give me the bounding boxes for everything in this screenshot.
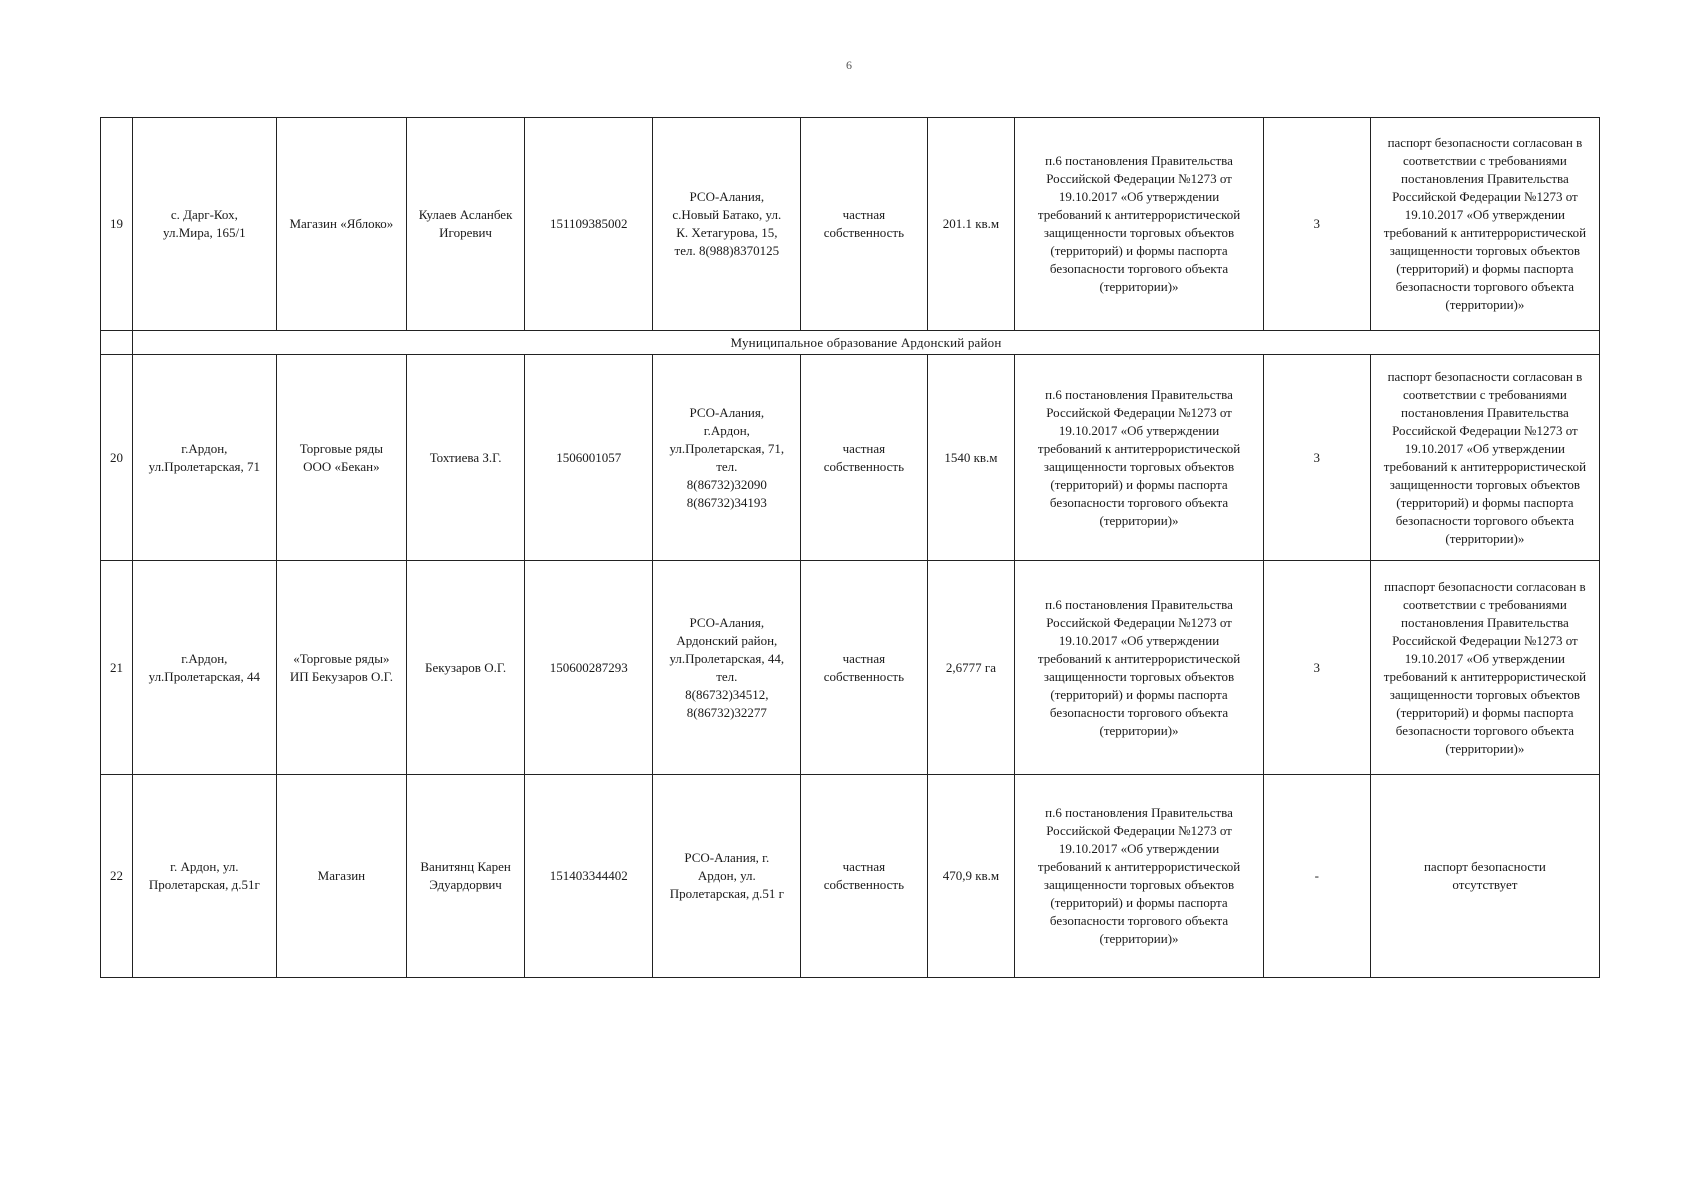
passport-status: ппаспорт безопасности согласован в соответствии с требованиями постановления Правительства Российской Федерации №1273 от 19.10.2017 «Об утверждении требований к антитеррористической защищенности торговых объектов (территорий) и формы паспорта безопасности торгового объекта (территории)» bbox=[1370, 561, 1599, 775]
retail-objects-table bbox=[100, 117, 1600, 978]
passport-status: паспорт безопасности согласован в соответствии с требованиями постановления Правительства Российской Федерации №1273 от 19.10.2017 «Об утверждении требований к антитеррористической защищенности торговых объектов (территорий) и формы паспорта безопасности торгового объекта (территории)» bbox=[1370, 355, 1599, 561]
category: 3 bbox=[1263, 355, 1370, 561]
owner-name: Кулаев Асланбек Игоревич bbox=[407, 118, 525, 331]
object-address: г.Ардон, ул.Пролетарская, 71 bbox=[133, 355, 276, 561]
row-number: 20 bbox=[101, 355, 133, 561]
table-row bbox=[101, 355, 1600, 561]
row-number: 19 bbox=[101, 118, 133, 331]
area: 201.1 кв.м bbox=[927, 118, 1015, 331]
contacts: РСО-Алания, Ардонский район, ул.Пролетарская, 44, тел. 8(86732)34512, 8(86732)32277 bbox=[653, 561, 801, 775]
ownership-type: частная собственность bbox=[801, 118, 927, 331]
contacts: РСО-Алания, г. Ардон, ул. Пролетарская, д.51 г bbox=[653, 775, 801, 978]
legal-basis: п.6 постановления Правительства Российской Федерации №1273 от 19.10.2017 «Об утверждении требований к антитеррористической защищенности торговых объектов (территорий) и формы паспорта безопасности торгового объекта (территории)» bbox=[1015, 118, 1263, 331]
table-row bbox=[101, 561, 1600, 775]
object-name: «Торговые ряды» ИП Бекузаров О.Г. bbox=[276, 561, 407, 775]
contacts: РСО-Алания, с.Новый Батако, ул. К. Хетагурова, 15, тел. 8(988)8370125 bbox=[653, 118, 801, 331]
category: 3 bbox=[1263, 561, 1370, 775]
inn: 1506001057 bbox=[524, 355, 652, 561]
object-address: с. Дарг-Кох, ул.Мира, 165/1 bbox=[133, 118, 276, 331]
contacts: РСО-Алания, г.Ардон, ул.Пролетарская, 71, тел. 8(86732)32090 8(86732)34193 bbox=[653, 355, 801, 561]
passport-status: паспорт безопасности отсутствует bbox=[1370, 775, 1599, 978]
object-name: Торговые ряды ООО «Бекан» bbox=[276, 355, 407, 561]
ownership-type: частная собственность bbox=[801, 561, 927, 775]
owner-name: Ванитянц Карен Эдуардорвич bbox=[407, 775, 525, 978]
legal-basis: п.6 постановления Правительства Российской Федерации №1273 от 19.10.2017 «Об утверждении требований к антитеррористической защищенности торговых объектов (территорий) и формы паспорта безопасности торгового объекта (территории)» bbox=[1015, 561, 1263, 775]
category: - bbox=[1263, 775, 1370, 978]
owner-name: Тохтиева З.Г. bbox=[407, 355, 525, 561]
object-address: г.Ардон, ул.Пролетарская, 44 bbox=[133, 561, 276, 775]
object-name: Магазин bbox=[276, 775, 407, 978]
row-number: 21 bbox=[101, 561, 133, 775]
object-name: Магазин «Яблоко» bbox=[276, 118, 407, 331]
ownership-type: частная собственность bbox=[801, 775, 927, 978]
section-row bbox=[101, 331, 1600, 355]
inn: 150600287293 bbox=[524, 561, 652, 775]
section-title: Муниципальное образование Ардонский район bbox=[133, 331, 1600, 355]
section-number-cell bbox=[101, 331, 133, 355]
table-row bbox=[101, 775, 1600, 978]
table-row bbox=[101, 118, 1600, 331]
ownership-type: частная собственность bbox=[801, 355, 927, 561]
legal-basis: п.6 постановления Правительства Российской Федерации №1273 от 19.10.2017 «Об утверждении требований к антитеррористической защищенности торговых объектов (территорий) и формы паспорта безопасности торгового объекта (территории)» bbox=[1015, 355, 1263, 561]
area: 2,6777 га bbox=[927, 561, 1015, 775]
page-number: 6 bbox=[846, 58, 852, 72]
area: 470,9 кв.м bbox=[927, 775, 1015, 978]
owner-name: Бекузаров О.Г. bbox=[407, 561, 525, 775]
category: 3 bbox=[1263, 118, 1370, 331]
row-number: 22 bbox=[101, 775, 133, 978]
area: 1540 кв.м bbox=[927, 355, 1015, 561]
passport-status: паспорт безопасности согласован в соответствии с требованиями постановления Правительства Российской Федерации №1273 от 19.10.2017 «Об утверждении требований к антитеррористической защищенности торговых объектов (территорий) и формы паспорта безопасности торгового объекта (территории)» bbox=[1370, 118, 1599, 331]
inn: 151109385002 bbox=[524, 118, 652, 331]
object-address: г. Ардон, ул. Пролетарская, д.51г bbox=[133, 775, 276, 978]
inn: 151403344402 bbox=[524, 775, 652, 978]
legal-basis: п.6 постановления Правительства Российской Федерации №1273 от 19.10.2017 «Об утверждении требований к антитеррористической защищенности торговых объектов (территорий) и формы паспорта безопасности торгового объекта (территории)» bbox=[1015, 775, 1263, 978]
